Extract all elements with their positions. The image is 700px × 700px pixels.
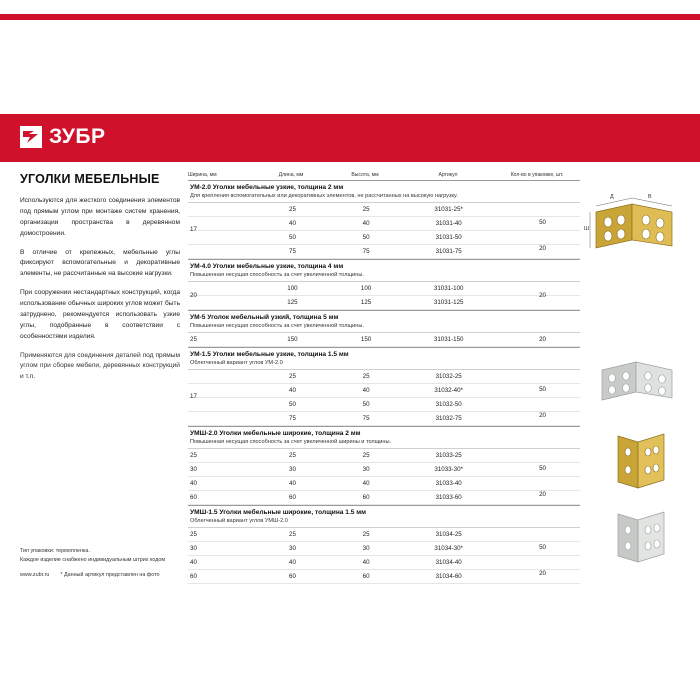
left-description-column <box>20 172 180 391</box>
group-code: УМШ-2.0 <box>190 430 218 437</box>
top-red-rule <box>0 14 700 20</box>
cell-height: 125 <box>360 299 372 306</box>
footnote-text: * Данный артикул представлен на фото <box>60 572 160 578</box>
group-title <box>188 348 580 360</box>
packaging-note <box>20 547 190 565</box>
dimension-diagram <box>584 194 692 260</box>
cell-width: 25 <box>190 531 197 538</box>
cell-height: 40 <box>362 559 370 566</box>
cell-length: 60 <box>289 573 296 580</box>
header-width: Ширина, мм <box>188 172 217 178</box>
cell-width: 40 <box>190 559 197 566</box>
cell-pack-merged: 20 <box>539 291 546 299</box>
cell-pack-merged: 20 <box>539 412 546 419</box>
table-group <box>188 259 580 310</box>
table-row <box>188 370 580 384</box>
cell-length: 25 <box>289 531 296 538</box>
group-subtitle: Облегченный вариант углов УМ-2.0 <box>190 360 283 366</box>
description-paragraph-1: Используются для жесткого соединения элементов под прямым углом при монтаже систем хранения, организации пространства в деревянном домостроении. <box>20 197 180 237</box>
table-row <box>188 412 580 426</box>
cell-length: 25 <box>289 452 296 459</box>
cell-height: 50 <box>362 401 370 408</box>
cell-article: 31031-50 <box>435 234 462 241</box>
group-name: Уголки мебельные широкие, толщина 2 мм <box>217 430 361 437</box>
cell-length: 100 <box>287 285 298 292</box>
table-row <box>188 398 580 412</box>
group-rows <box>188 202 580 259</box>
brand-logo <box>20 125 106 149</box>
table-row <box>188 203 580 217</box>
cell-width: 30 <box>190 545 197 552</box>
cell-height: 30 <box>362 545 370 552</box>
cell-height: 30 <box>362 466 370 473</box>
header-length: Длина, мм <box>278 172 304 178</box>
group-rows <box>188 332 580 347</box>
cell-article: 31031-100 <box>433 285 464 292</box>
cell-width: 25 <box>190 452 197 459</box>
cell-article: 31031-40 <box>435 220 462 227</box>
group-title <box>188 181 580 193</box>
angle-brass-narrow-photo <box>608 430 678 503</box>
group-subtitle: Для крепления вспомогательных или декоративных элементов, не рассчитанных на высокую нагрузку. <box>190 193 458 199</box>
table-group <box>188 505 580 584</box>
group-title <box>188 506 580 518</box>
cell-length: 125 <box>287 299 298 306</box>
cell-length: 40 <box>289 220 296 227</box>
angle-zinc-wide-photo <box>608 508 678 575</box>
table-row <box>188 528 580 542</box>
cell-article: 31034-40 <box>435 559 462 566</box>
cell-length: 75 <box>289 248 296 255</box>
cell-length: 40 <box>289 387 296 394</box>
cell-height: 40 <box>362 480 370 487</box>
cell-pack-merged: 50 <box>539 465 546 472</box>
table-row <box>188 542 580 556</box>
cell-length: 30 <box>289 466 296 473</box>
cell-width: 60 <box>190 573 197 580</box>
cell-article: 31032-40* <box>434 387 463 394</box>
table-row <box>188 477 580 491</box>
cell-article: 31031-75 <box>435 248 462 255</box>
zubr-arrow-icon <box>20 126 42 148</box>
cell-article: 31032-50 <box>435 401 462 408</box>
cell-height: 25 <box>362 206 370 213</box>
brand-name: ЗУБР <box>49 125 106 148</box>
header-height: Высота, мм <box>351 172 379 178</box>
packaging-note-line-1: Тип упаковки: термопленка. <box>20 548 90 554</box>
page-title: УГОЛКИ МЕБЕЛЬНЫЕ <box>20 172 160 186</box>
table-row <box>188 333 580 347</box>
cell-length: 50 <box>289 401 296 408</box>
description-paragraph-2: В отличие от крепежных, мебельные углы фиксируют вспомогательные и декоративные элементы, не рассчитанные на высокие нагрузки. <box>20 248 180 278</box>
cell-pack-merged: 20 <box>539 570 546 577</box>
group-subtitle: Повышенная несущая способность за счет увеличенной толщины. <box>190 272 364 278</box>
cell-article: 31031-150 <box>433 336 464 343</box>
table-row <box>188 491 580 505</box>
cell-pack-merged: 50 <box>539 386 546 393</box>
table-row <box>188 245 580 259</box>
cell-height: 100 <box>360 285 372 292</box>
group-code: УМ-5 <box>190 314 206 321</box>
table-row <box>188 217 580 231</box>
cell-length: 75 <box>289 415 296 422</box>
cell-article: 31034-60 <box>435 573 462 580</box>
cell-height: 40 <box>362 387 370 394</box>
header-pack: Кол-во в упаковке, шт. <box>510 172 564 178</box>
diagram-label-v: В <box>648 194 652 200</box>
cell-article: 31033-25 <box>435 452 462 459</box>
group-code: УМ-1.5 <box>190 351 211 358</box>
angle-zinc-narrow-photo <box>596 356 682 417</box>
header-article: Артикул <box>438 172 458 178</box>
cell-length: 50 <box>289 234 296 241</box>
cell-pack-merged: 20 <box>539 245 546 252</box>
packaging-note-line-2: Каждое изделие снабжено индивидуальным штрих кодом <box>20 557 166 564</box>
group-rows <box>188 448 580 505</box>
cell-article: 31032-25 <box>435 373 462 380</box>
group-name: Уголки мебельные узкие, толщина 2 мм <box>210 184 344 191</box>
cell-length: 40 <box>289 480 296 487</box>
cell-pack-merged: 50 <box>539 219 546 226</box>
cell-article: 31033-30* <box>434 466 463 473</box>
table-group <box>188 310 580 347</box>
cell-article: 31031-25* <box>434 206 463 213</box>
diagram-label-d: Д <box>610 194 614 200</box>
table-row <box>188 463 580 477</box>
cell-length: 25 <box>289 206 296 213</box>
description-paragraph-4: Применяются для соединения деталей под прямым углом при сборке мебели, деревянных конструкций и т.п. <box>20 351 180 381</box>
cell-width-merged: 17 <box>190 392 197 400</box>
cell-height: 25 <box>362 531 370 538</box>
group-name: Уголок мебельный узкий, толщина 5 мм <box>205 314 339 321</box>
cell-length: 150 <box>287 336 298 343</box>
cell-width: 40 <box>190 480 197 487</box>
cell-article: 31033-40 <box>435 480 462 487</box>
group-subtitle: Повышенная несущая способность за счет увеличенной ширины и толщины. <box>190 439 392 445</box>
cell-article: 31031-125 <box>433 299 464 306</box>
table-row <box>188 231 580 245</box>
table-row <box>188 449 580 463</box>
cell-article: 31034-25 <box>435 531 462 538</box>
cell-height: 150 <box>360 336 372 343</box>
cell-width-merged: 17 <box>190 225 197 233</box>
group-subtitle: Повышенная несущая способность за счет увеличенной толщины. <box>190 323 364 329</box>
cell-height: 25 <box>362 452 370 459</box>
table-group <box>188 426 580 505</box>
table-row <box>188 282 580 296</box>
group-subtitle: Облегченный вариант углов УМШ-2.0 <box>190 518 288 524</box>
group-code: УМ-4.0 <box>190 263 211 270</box>
cell-width: 60 <box>190 494 197 501</box>
group-title <box>188 260 580 272</box>
group-title <box>188 311 580 323</box>
table-column-headers <box>188 172 580 180</box>
group-name: Уголки мебельные широкие, толщина 1.5 мм <box>217 509 367 516</box>
cell-pack-merged: 20 <box>539 336 546 343</box>
diagram-label-sh: Ш <box>584 226 589 232</box>
cell-pack-merged: 50 <box>539 544 546 551</box>
table-group <box>188 347 580 426</box>
table-row <box>188 384 580 398</box>
group-code: УМ-2.0 <box>190 184 211 191</box>
description-paragraph-3: При сооружении нестандартных конструкций, когда использование обычных широких углов может быть затруднено, рекомендуется использовать узкие углы, подобранные в соответствии с особенностями изделия. <box>20 289 180 340</box>
group-code: УМШ-1.5 <box>190 509 218 516</box>
cell-width: 25 <box>190 336 197 343</box>
cell-article: 31034-30* <box>434 545 463 552</box>
cell-length: 40 <box>289 559 296 566</box>
cell-length: 25 <box>289 373 296 380</box>
table-row <box>188 556 580 570</box>
specification-table <box>188 172 580 584</box>
cell-article: 31033-60 <box>435 494 462 501</box>
cell-length: 30 <box>289 545 296 552</box>
group-name: Уголки мебельные узкие, толщина 1.5 мм <box>210 351 349 358</box>
table-row <box>188 570 580 584</box>
cell-height: 25 <box>362 373 370 380</box>
cell-pack-merged: 20 <box>539 491 546 498</box>
cell-article: 31032-75 <box>435 415 462 422</box>
group-name: Уголки мебельные узкие, толщина 4 мм <box>210 263 344 270</box>
group-rows <box>188 369 580 426</box>
group-rows <box>188 527 580 584</box>
group-title <box>188 427 580 439</box>
cell-width: 30 <box>190 466 197 473</box>
cell-width-merged: 20 <box>190 291 197 299</box>
group-rows <box>188 281 580 310</box>
website-url[interactable]: www.zubr.ru <box>20 572 50 578</box>
table-row <box>188 296 580 310</box>
cell-height: 60 <box>362 573 370 580</box>
cell-height: 75 <box>362 248 370 255</box>
cell-height: 60 <box>362 494 370 501</box>
cell-height: 40 <box>362 220 370 227</box>
cell-height: 50 <box>362 234 370 241</box>
cell-length: 60 <box>289 494 296 501</box>
cell-height: 75 <box>362 415 370 422</box>
table-groups <box>188 180 580 584</box>
table-group <box>188 180 580 259</box>
